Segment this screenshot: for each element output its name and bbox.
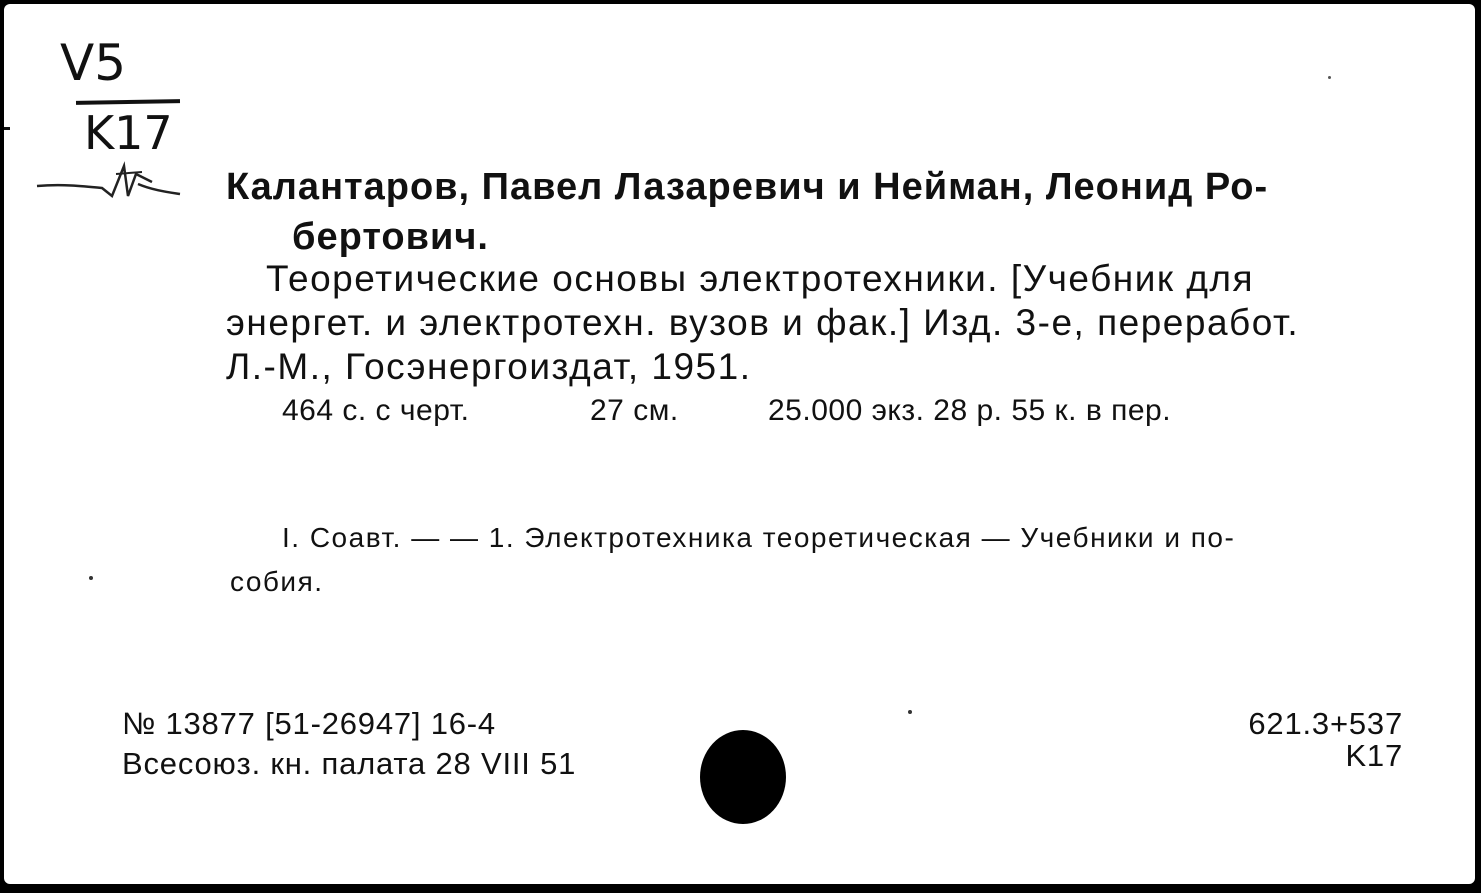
- margin-dot: [908, 710, 912, 714]
- classification-number: 621.3+537: [1248, 706, 1403, 741]
- author-heading-line-2: бертович.: [292, 216, 489, 258]
- collation: 464 с. с черт.: [282, 394, 470, 427]
- record-number: № 13877 [51-26947] 16-4: [122, 706, 496, 741]
- shelf-mark-divider: [76, 99, 180, 105]
- shelf-mark-bottom: K17: [84, 106, 173, 160]
- subject-tracing-line-1: I. Соавт. — — 1. Электротехника теоретическая — Учебники и по-: [282, 522, 1236, 553]
- handwritten-scribble-icon: [32, 154, 182, 214]
- title-line-1: Теоретические основы электротехники. [Учебник для: [266, 258, 1255, 299]
- title-line-2: энергет. и электротехн. вузов и фак.] Изд. 3-е, переработ.: [226, 302, 1300, 343]
- margin-dot: [1328, 76, 1331, 79]
- cutter-number: K17: [1345, 738, 1403, 773]
- size: 27 см.: [590, 394, 679, 427]
- print-run-price: 25.000 экз. 28 р. 55 к. в пер.: [768, 394, 1172, 427]
- punch-hole: [700, 730, 786, 824]
- imprint-line: Л.-М., Госэнергоиздат, 1951.: [226, 346, 752, 387]
- subject-tracing-line-2: собия.: [230, 566, 324, 597]
- catalog-card: [4, 4, 1475, 884]
- book-chamber-date: Всесоюз. кн. палата 28 VIII 51: [122, 746, 577, 781]
- shelf-mark-top: V5: [60, 34, 127, 92]
- margin-dot: [4, 127, 10, 130]
- margin-dot: [89, 576, 93, 580]
- author-heading-line-1: Калантаров, Павел Лазаревич и Нейман, Леонид Ро-: [226, 166, 1269, 208]
